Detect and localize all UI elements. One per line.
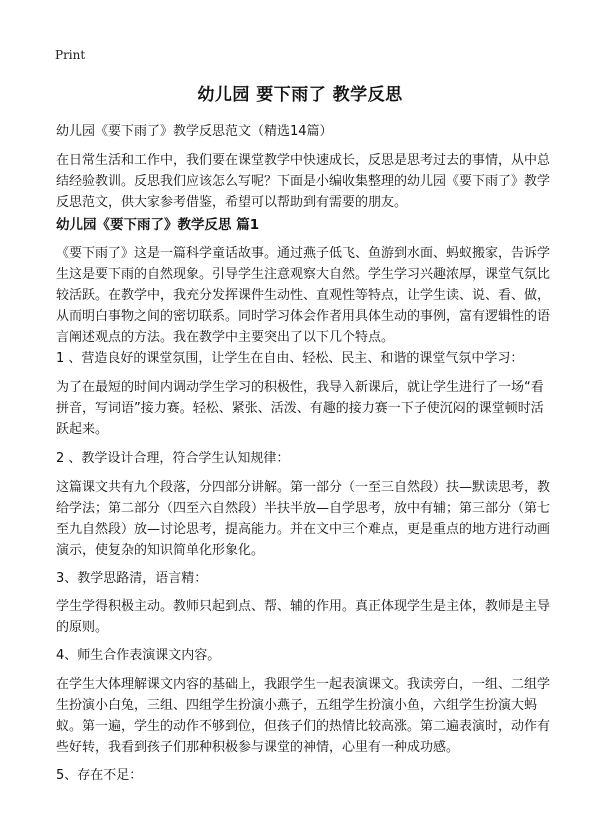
document-subtitle: 幼儿园《要下雨了》教学反思范文（精选14篇） <box>56 124 333 139</box>
point-4-title: 4、师生合作表演课文内容。 <box>56 648 221 663</box>
print-label[interactable]: Print <box>55 48 86 62</box>
point-3-body: 学生学得积极主动。教师只起到点、帮、辅的作用。真正体现学生是主体，教师是主导的原则。 <box>56 599 551 635</box>
section-heading: 幼儿园《要下雨了》教学反思 篇1 <box>56 217 260 233</box>
point-1-title: 1 、营造良好的课堂氛围，让学生在自由、轻松、民主、和谐的课堂气氛中学习： <box>56 351 524 366</box>
point-5-title: 5、存在不足： <box>56 768 143 783</box>
document-title: 幼儿园 要下雨了 教学反思 <box>197 85 403 105</box>
point-4-body: 在学生大体理解课文内容的基础上，我跟学生一起表演课文。我读旁白，一组、二组学生扮演小白兔，三组、四组学生扮演小燕子，五组学生扮演小鱼，六组学生扮演大蚂蚁。第一遍，学生的动作不够到位，但孩子们的热情比较高涨。第二遍表演时，动作有些好转，我看到孩子们那种积极参与课堂的神情，心里有一种成功感。 <box>56 677 551 755</box>
point-2-title: 2 、教学设计合理，符合学生认知规律： <box>56 451 290 466</box>
point-3-title: 3、教学思路清，语言精： <box>56 571 208 586</box>
point-2-body: 这篇课文共有九个段落，分四部分讲解。第一部分（一至三自然段）扶—默读思考，教给学法；第二部分（四至六自然段）半扶半放—自学思考，放中有辅；第三部分（第七至九自然段）放—讨论思考，提高能力。并在文中三个难点，更是重点的地方进行动画演示，使复杂的知识简单化形象化。 <box>56 480 551 558</box>
intro-paragraph: 在日常生活和工作中，我们要在课堂教学中快速成长，反思是思考过去的事情，从中总结经验教训。反思我们应该怎么写呢？下面是小编收集整理的幼儿园《要下雨了》教学反思范文，供大家参考借鉴，希望可以帮助到有需要的朋友。 <box>56 153 551 210</box>
point-1-body: 为了在最短的时间内调动学生学习的积极性，我导入新课后，就让学生进行了一场“看拼音，写词语”接力赛。轻松、紧张、活泼、有趣的接力赛一下子使沉闷的课堂顿时活跃起来。 <box>56 380 544 437</box>
body-paragraph-1: 《要下雨了》这是一篇科学童话故事。通过燕子低飞、鱼游到水面、蚂蚁搬家，告诉学生这是要下雨的自然现象。引导学生注意观察大自然。学生学习兴趣浓厚，课堂气氛比较活跃。在教学中，我充分发挥课件生动性、直观性等特点，让学生读、说、看、做，从而明白事物之间的密切联系。同时学习体会作者用具体生动的事例，富有逻辑性的语言阐述观点的方法。我在教学中主要突出了以下几个特点。 <box>56 246 551 345</box>
